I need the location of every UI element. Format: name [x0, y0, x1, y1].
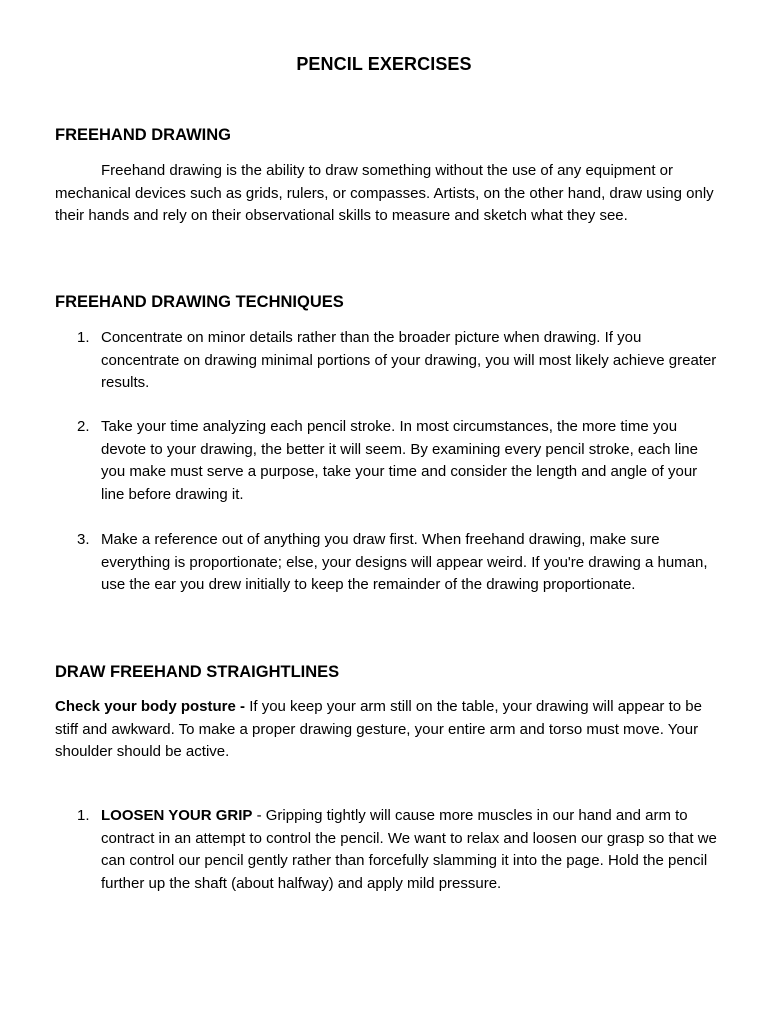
section-heading-straightlines: DRAW FREEHAND STRAIGHTLINES [55, 663, 340, 681]
freehand-drawing-paragraph: Freehand drawing is the ability to draw something without the use of any equipment or mechanical devices such as grids, rulers, or compasses. Artists, on the other hand, draw using only their hands and rely on their observational skills to measure and sketch what they see. [55, 162, 714, 225]
list-item-label: LOOSEN YOUR GRIP [101, 807, 253, 824]
body-posture-paragraph [55, 696, 715, 764]
body-posture-label: Check your body posture - [55, 698, 246, 715]
list-item [55, 327, 717, 395]
section-heading-freehand-drawing: FREEHAND DRAWING [55, 126, 231, 144]
list-item-number: 1. [77, 329, 90, 346]
straightlines-list [55, 805, 717, 895]
list-item-text: Take your time analyzing each pencil stroke. In most circumstances, the more time you devote to your drawing, the better it will seem. By examining every pencil stroke, each line you make must serve a purpose, take your time and consider the length and angle of your line before drawing it. [101, 418, 698, 503]
list-item [55, 529, 717, 597]
techniques-list [55, 529, 717, 597]
list-item-text: - Gripping tightly will cause more muscles in our hand and arm to contract in an attempt to control the pencil. We want to relax and loosen our grasp so that we can control our pencil gently rather than forcefully slamming it into the page. Hold the pencil further up the shaft (about halfway) and apply mild pressure. [101, 807, 717, 892]
list-item-number: 2. [77, 418, 90, 435]
page-title: PENCIL EXERCISES [296, 54, 472, 74]
body-posture-text: If you keep your arm still on the table, your drawing will appear to be stiff and awkward. To make a proper drawing gesture, your entire arm and torso must move. Your shoulder should be active. [55, 698, 702, 761]
list-item [55, 416, 717, 506]
techniques-list [55, 327, 717, 395]
section-heading-techniques: FREEHAND DRAWING TECHNIQUES [55, 293, 344, 311]
techniques-list [55, 416, 717, 506]
list-item-text: Make a reference out of anything you draw first. When freehand drawing, make sure everything is proportionate; else, your designs will appear weird. If you're drawing a human, use the ear you drew initially to keep the remainder of the drawing proportionate. [101, 531, 708, 594]
list-item-text: Concentrate on minor details rather than the broader picture when drawing. If you concentrate on drawing minimal portions of your drawing, you will most likely achieve greater results. [101, 329, 717, 392]
list-item [55, 805, 717, 895]
list-item-number: 1. [77, 807, 90, 824]
list-item-number: 3. [77, 531, 90, 548]
